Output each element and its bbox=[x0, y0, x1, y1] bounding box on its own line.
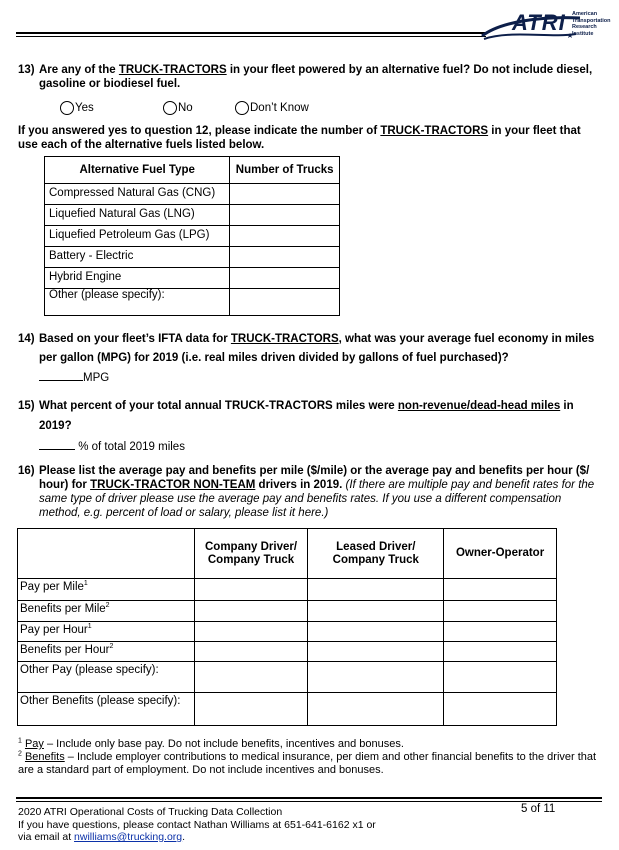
atri-logo bbox=[480, 8, 611, 44]
radio-circle-icon[interactable] bbox=[60, 101, 74, 115]
pay-input[interactable] bbox=[194, 601, 308, 622]
pay-input[interactable] bbox=[444, 662, 557, 693]
truck-count-input[interactable] bbox=[230, 205, 340, 226]
number-of-trucks-header: Number of Trucks bbox=[230, 157, 340, 184]
fuel-type-cell: Hybrid Engine bbox=[45, 268, 230, 289]
fuel-type-header: Alternative Fuel Type bbox=[45, 157, 230, 184]
deadhead-percent-input[interactable] bbox=[39, 439, 75, 450]
question-13-text: Are any of the TRUCK-TRACTORS in your fleet powered by an alternative fuel? Do not include diesel, gasoline or biodiesel fuel. bbox=[39, 64, 593, 90]
question-15: 15) What percent of your total annual TRUCK-TRACTORS miles were non-revenue/dead-head miles in 2019? bbox=[18, 396, 608, 432]
truck-count-input[interactable] bbox=[230, 184, 340, 205]
leased-driver-header: Leased Driver/ Company Truck bbox=[308, 529, 444, 579]
pay-row-label: Benefits per Hour$^2$ bbox=[18, 642, 195, 662]
pay-input[interactable] bbox=[308, 642, 444, 662]
truck-count-input[interactable] bbox=[230, 268, 340, 289]
footer-rule-thin bbox=[16, 801, 602, 802]
fuel-type-cell: Liquefied Petroleum Gas (LPG) bbox=[45, 226, 230, 247]
company-driver-header: Company Driver/ Company Truck bbox=[194, 529, 308, 579]
question-16: 16) Please list the average pay and benefits per mile ($/mile) or the average pay and benefits per hour ($/ hour) for TRUCK-TRACTOR NON-TEAM drivers in 2019. (If there are multiple pay and benefit rates for the same type of driver please use the average pay and benefits rates. If you use a different compensation method, e.g. percent of load or salary, please list it here.) bbox=[18, 464, 608, 522]
page-footer: 2020 ATRI Operational Costs of Trucking Data Collection If you have questions, please contact Nathan Williams at 651-641-6162 x1 or via email at nwilliams@trucking.org. bbox=[18, 806, 376, 843]
radio-circle-icon[interactable] bbox=[235, 101, 249, 115]
pay-input[interactable] bbox=[444, 693, 557, 726]
radio-yes[interactable]: Yes bbox=[60, 101, 94, 115]
radio-circle-icon[interactable] bbox=[163, 101, 177, 115]
header-rule bbox=[16, 32, 486, 34]
pay-row-label: Other Benefits (please specify): bbox=[18, 693, 195, 726]
pay-input[interactable] bbox=[444, 601, 557, 622]
logo-subtitle: American Transportation Research Institute bbox=[572, 11, 611, 37]
pay-input[interactable] bbox=[444, 622, 557, 642]
mpg-input[interactable] bbox=[39, 370, 83, 381]
pay-row-label: Pay per Mile$^1$ bbox=[18, 579, 195, 601]
question-13: 13) Are any of the TRUCK-TRACTORS in your fleet powered by an alternative fuel? Do not include diesel, gasoline or biodiesel fuel. bbox=[18, 63, 608, 93]
pay-table-corner bbox=[18, 529, 195, 579]
radio-no[interactable]: No bbox=[163, 101, 193, 115]
header-rule-thin bbox=[16, 36, 486, 37]
pay-input[interactable] bbox=[444, 579, 557, 601]
pay-input[interactable] bbox=[308, 622, 444, 642]
question-16-text: Please list the average pay and benefits per mile ($/mile) or the average pay and benefits per hour ($/ hour) for TRUCK-TRACTOR NON-TEAM drivers in 2019. (If there are multiple pay and benefit rates for the same type of driver please use the average pay and benefits rates. If you use a different compensation method, e.g. percent of load or salary, please list it here.) bbox=[39, 465, 595, 519]
footnote-pay: $^1$ Pay – Include only base pay. Do not include benefits, incentives and bonuses. bbox=[18, 737, 404, 750]
fuel-type-cell: Battery - Electric bbox=[45, 247, 230, 268]
fuel-type-cell: Other (please specify): bbox=[45, 289, 230, 316]
question-13-followup: If you answered yes to question 12, please indicate the number of TRUCK-TRACTORS in your fleet that use each of the alternative fuels listed below. bbox=[18, 125, 581, 151]
owner-operator-header: Owner-Operator bbox=[444, 529, 557, 579]
deadhead-answer: % of total 2019 miles bbox=[39, 439, 185, 453]
fuel-type-cell: Liquefied Natural Gas (LNG) bbox=[45, 205, 230, 226]
pay-input[interactable] bbox=[308, 662, 444, 693]
pay-input[interactable] bbox=[194, 642, 308, 662]
pay-input[interactable] bbox=[308, 601, 444, 622]
pay-input[interactable] bbox=[308, 693, 444, 726]
pay-benefits-table bbox=[17, 528, 557, 726]
email-link[interactable]: nwilliams@trucking.org bbox=[74, 831, 183, 843]
truck-count-input[interactable] bbox=[230, 247, 340, 268]
truck-count-input[interactable] bbox=[230, 226, 340, 247]
pay-row-label: Pay per Hour$^1$ bbox=[18, 622, 195, 642]
pay-input[interactable] bbox=[194, 662, 308, 693]
question-14-text: Based on your fleet’s IFTA data for TRUCK-TRACTORS, what was your average fuel economy in miles per gallon (MPG) for 2019 (i.e. real miles driven divided by gallons of fuel purchased)? bbox=[39, 333, 595, 364]
logo-wordmark: ATRI bbox=[512, 10, 566, 35]
fuel-type-table bbox=[44, 156, 340, 316]
pay-input[interactable] bbox=[194, 622, 308, 642]
footer-rule bbox=[16, 797, 602, 799]
page-number: 5 of 11 bbox=[521, 803, 556, 815]
fuel-type-cell: Compressed Natural Gas (CNG) bbox=[45, 184, 230, 205]
truck-count-input[interactable] bbox=[230, 289, 340, 316]
footnote-benefits: $^2$ Benefits – Include employer contributions to medical insurance, per diem and other financial benefits to the driver that are a standard part of employment. Do not include incentives and bonuses. bbox=[18, 750, 597, 776]
pay-input[interactable] bbox=[444, 642, 557, 662]
pay-input[interactable] bbox=[194, 693, 308, 726]
pay-input[interactable] bbox=[194, 579, 308, 601]
pay-input[interactable] bbox=[308, 579, 444, 601]
question-14: 14) Based on your fleet’s IFTA data for TRUCK-TRACTORS, what was your average fuel economy in miles per gallon (MPG) for 2019 (i.e. real miles driven divided by gallons of fuel purchased)? bbox=[18, 330, 608, 366]
pay-row-label: Benefits per Mile$^2$ bbox=[18, 601, 195, 622]
question-15-text: What percent of your total annual TRUCK-TRACTORS miles were non-revenue/dead-head miles in 2019? bbox=[39, 400, 574, 432]
pay-row-label: Other Pay (please specify): bbox=[18, 662, 195, 693]
mpg-answer: MPG bbox=[39, 370, 109, 384]
radio-dont-know[interactable]: Don’t Know bbox=[235, 101, 309, 115]
